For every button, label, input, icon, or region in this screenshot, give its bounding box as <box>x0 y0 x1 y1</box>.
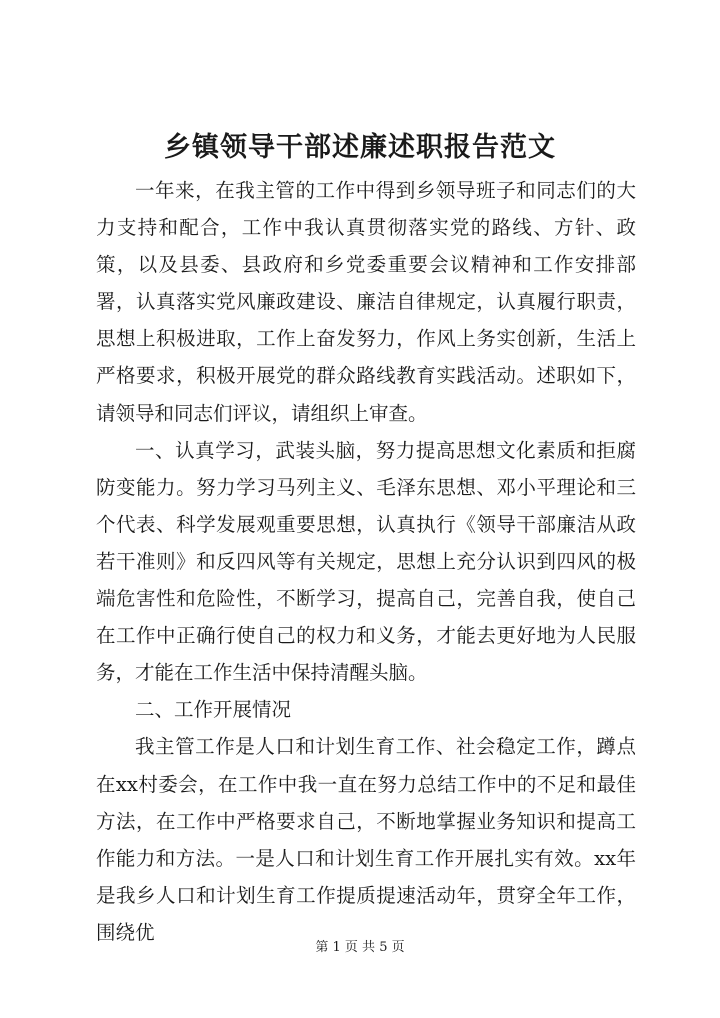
page-number-footer: 第 1 页 共 5 页 <box>315 940 405 955</box>
paragraph-intro: 一年来，在我主管的工作中得到乡领导班子和同志们的大力支持和配合，工作中我认真贯彻落实党的路线、方针、政策，以及县委、县政府和乡党委重要会议精神和工作安排部署，认真落实党风廉政建设、廉洁自律规定，认真履行职责，思想上积极进取，工作上奋发努力，作风上务实创新，生活上严格要求，积极开展党的群众路线教育实践活动。述职如下，请领导和同志们评议，请组织上审查。 <box>96 179 636 425</box>
document-body <box>96 172 636 951</box>
paragraph-section-two: 我主管工作是人口和计划生育工作、社会稳定工作，蹲点在xx村委会，在工作中我一直在努力总结工作中的不足和最佳方法，在工作中严格要求自己，不断地掌握业务知识和提高工作能力和方法。一是人口和计划生育工作开展扎实有效。xx年是我乡人口和计划生育工作提质提速活动年，贯穿全年工作，围绕优 <box>96 735 636 944</box>
paragraph-section-one: 一、认真学习，武装头脑，努力提高思想文化素质和拒腐防变能力。努力学习马列主义、毛泽东思想、邓小平理论和三个代表、科学发展观重要思想，认真执行《领导干部廉洁从政若干准则》和反四风等有关规定，思想上充分认识到四风的极端危害性和危险性，不断学习，提高自己，完善自我，使自己在工作中正确行使自己的权力和义务，才能去更好地为人民服务，才能在工作生活中保持清醒头脑。 <box>96 438 636 685</box>
document-title: 乡镇领导干部述廉述职报告范文 <box>164 132 556 163</box>
section-heading-two: 二、工作开展情况 <box>135 698 292 722</box>
